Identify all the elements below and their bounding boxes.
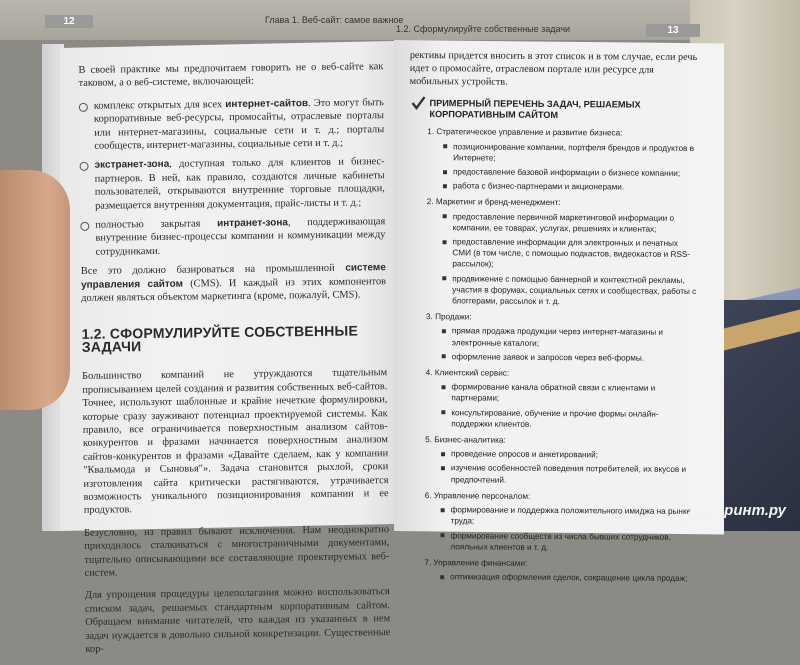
task-item (441, 504, 697, 528)
task-item (441, 407, 697, 431)
list-item (79, 96, 385, 153)
section-title: 1.2. СФОРМУЛИРУЙТЕ СОБСТВЕННЫЕ ЗАДАЧИ (82, 324, 387, 355)
task-section-title: 6. Управление персоналом: (425, 490, 697, 503)
task-item (442, 273, 698, 308)
task-item-text: продвижение с помощью баннерной и контекстной рекламы, участия в форумах, социальных сетях и сообществах, работы с блоггерами, рассылок и т. д. (452, 273, 698, 308)
right-running-head-text: 1.2. Сформулируйте собственные задачи (396, 24, 570, 34)
bullet-term: интернет-сайтов (225, 98, 308, 110)
square-bullet-icon (443, 240, 447, 244)
hand (0, 170, 70, 410)
task-item-text: консультирование, обучение и прочие формы онлайн-поддержки клиентов. (451, 407, 697, 431)
bullet-term: экстранет-зона (95, 159, 170, 171)
task-item-text: изучение особенностей поведения потребителей, их вкусов и предпочтений. (451, 463, 697, 487)
task-item (441, 381, 697, 405)
bullet-term: интранет-зона (217, 217, 288, 229)
square-bullet-icon (442, 276, 446, 280)
task-item-text: предоставление первичной маркетинговой информации о компании, ее товарах, услугах, решениях и клиентах; (453, 211, 699, 235)
task-item (443, 211, 699, 235)
task-item (443, 166, 699, 179)
task-section-title: 5. Бизнес-аналитика: (425, 434, 697, 447)
task-item (442, 326, 698, 350)
task-item-text: формирование сообществ из числа бывших сотрудников, лояльных клиентов и т. д. (450, 530, 696, 554)
task-item (441, 449, 697, 462)
left-paragraph: Большинство компаний не утруждаются тщательным прописыванием целей создания и развития собственных веб-сайтов. Точнее, используют шаблонные и крайне нечеткие формулировки, которые сразу зауживают потенциал проектируемой системы. Как правило, все ограничивается поверхностным анализом сайтов-конкурентов и фразами начинается поверхностным анализом сайтов-конкурентов и фразами «Давайте сделаем, как у компании "Квальмода и Сыновья"». Задача становится рыхлой, сроки изготовления сайта критически растягиваются, утрачивается возможность уникального позиционирования компании и ее продуктов. (82, 366, 389, 517)
left-running-head (45, 15, 380, 31)
task-item-text: оформление заявок и запросов через веб-формы. (452, 351, 644, 364)
task-item (443, 141, 699, 165)
bullet-icon (80, 162, 89, 171)
task-item-text: оптимизация оформления сделок, сокращение цикла продаж; (450, 571, 687, 584)
check-mark-icon (411, 96, 425, 110)
right-page-number: 13 (646, 24, 700, 37)
left-paragraph: Безусловно, из правил бывают исключения. Нам неоднократно приходилось сталкиваться с многостраничными документами, тщательно описывающими все составляющие проектируемых веб-систем. (84, 523, 390, 580)
bullet-text: , поддерживающая внутренние бизнес-процессы компании и коммуникации между сотрудниками. (95, 216, 385, 257)
square-bullet-icon (442, 329, 446, 333)
watermark: лабиринт.ру (688, 502, 786, 519)
square-bullet-icon (443, 144, 447, 148)
task-item (440, 530, 696, 554)
task-item (443, 180, 699, 193)
bullet-text: полностью закрытая (95, 218, 217, 230)
square-bullet-icon (440, 533, 444, 537)
task-section-title: 2. Маркетинг и бренд-менеджмент: (427, 197, 699, 210)
task-item (441, 463, 697, 487)
task-item-text: предоставление базовой информации о бизнесе компании; (453, 166, 680, 179)
square-bullet-icon (441, 466, 445, 470)
left-intro: В своей практике мы предпочитаем говорить не о веб-сайте как таковом, а о веб-системе, включающей: (78, 60, 383, 91)
task-item (440, 571, 696, 584)
list-item (80, 215, 385, 259)
right-page-text (406, 49, 700, 587)
left-page-text (78, 60, 390, 665)
square-bullet-icon (441, 410, 445, 414)
square-bullet-icon (443, 170, 447, 174)
square-bullet-icon (441, 508, 445, 512)
right-intro: рективы придется вносить в этот список и в том случае, если речь идет о промосайте, отраслевом портале или ресурсе для мобильных устройств. (410, 49, 700, 90)
task-item-text: формирование и поддержка положительного имиджа на рынке труда; (451, 504, 697, 528)
square-bullet-icon (441, 452, 445, 456)
task-item-text: прямая продажа продукции через интернет-магазины и электронные каталоги; (452, 326, 698, 350)
task-item-text: формирование канала обратной связи с клиентами и партнерами; (451, 382, 697, 406)
task-item (442, 351, 698, 364)
task-item-text: предоставление информации для электронных и печатных СМИ (в том числе, с помощью подкастов, видеокастов и RSS-рассылок); (452, 236, 698, 271)
task-section-title: 7. Управление финансами: (424, 557, 696, 570)
bullet-text: , доступная только для клиентов и бизнес-партнеров. В ней, как правило, создаются личные кабинеты пользователей, открываются внутренние торговые площадки, размещается внутренняя документация, прайс-листы и т. д.; (95, 157, 385, 212)
bullet-text: комплекс открытых для всех (94, 99, 226, 112)
list-title (427, 98, 699, 122)
task-section-title: 3. Продажи: (426, 311, 698, 324)
task-section-title: 4. Клиентский сервис: (426, 367, 698, 380)
list-item (80, 156, 386, 213)
task-item (442, 236, 698, 271)
square-bullet-icon (442, 385, 446, 389)
task-section-title: 1. Стратегическое управление и развитие бизнеса: (427, 127, 699, 140)
square-bullet-icon (443, 214, 447, 218)
square-bullet-icon (442, 355, 446, 359)
bullet-icon (79, 103, 88, 112)
bullet-icon (80, 222, 89, 231)
task-item-text: проведение опросов и анкетирований; (451, 449, 598, 461)
square-bullet-icon (440, 575, 444, 579)
list-title-text: ПРИМЕРНЫЙ ПЕРЕЧЕНЬ ЗАДАЧ, РЕШАЕМЫХ КОРПОРАТИВНЫМ САЙТОМ (429, 98, 699, 122)
left-running-head-text: Глава 1. Веб-сайт: самое важное (265, 15, 403, 25)
left-paragraph: Все это должно базироваться на промышленной системе управления сайтом (CMS). И каждый из этих компонентов должен являться объектом маркетинга (кроме, пожалуй, CMS). (81, 261, 386, 305)
task-list (406, 126, 699, 584)
task-item-text: позиционирование компании, портфеля брендов и продуктов в Интернете; (453, 141, 699, 165)
bullet-text: . Это могут быть корпоративные веб-ресурсы, промосайты, отраслевые порталы или интернет-магазины, социальные сети и т. д.; порталы сообществ, интернет-магазины, социальные сети и т. д.; (94, 97, 384, 152)
left-page-number: 12 (45, 15, 93, 28)
left-paragraph: Для упрощения процедуры целеполагания можно воспользоваться списком задач, решаемых стандартным корпоративным сайтом. Обращаем внимание читателей, что каждая из указанных в нем задач нуждается в довольно сильной конкретизации. Существенные кор- (85, 586, 391, 657)
square-bullet-icon (443, 184, 447, 188)
task-item-text: работа с бизнес-партнерами и акционерами. (453, 181, 624, 193)
right-running-head (390, 24, 700, 40)
